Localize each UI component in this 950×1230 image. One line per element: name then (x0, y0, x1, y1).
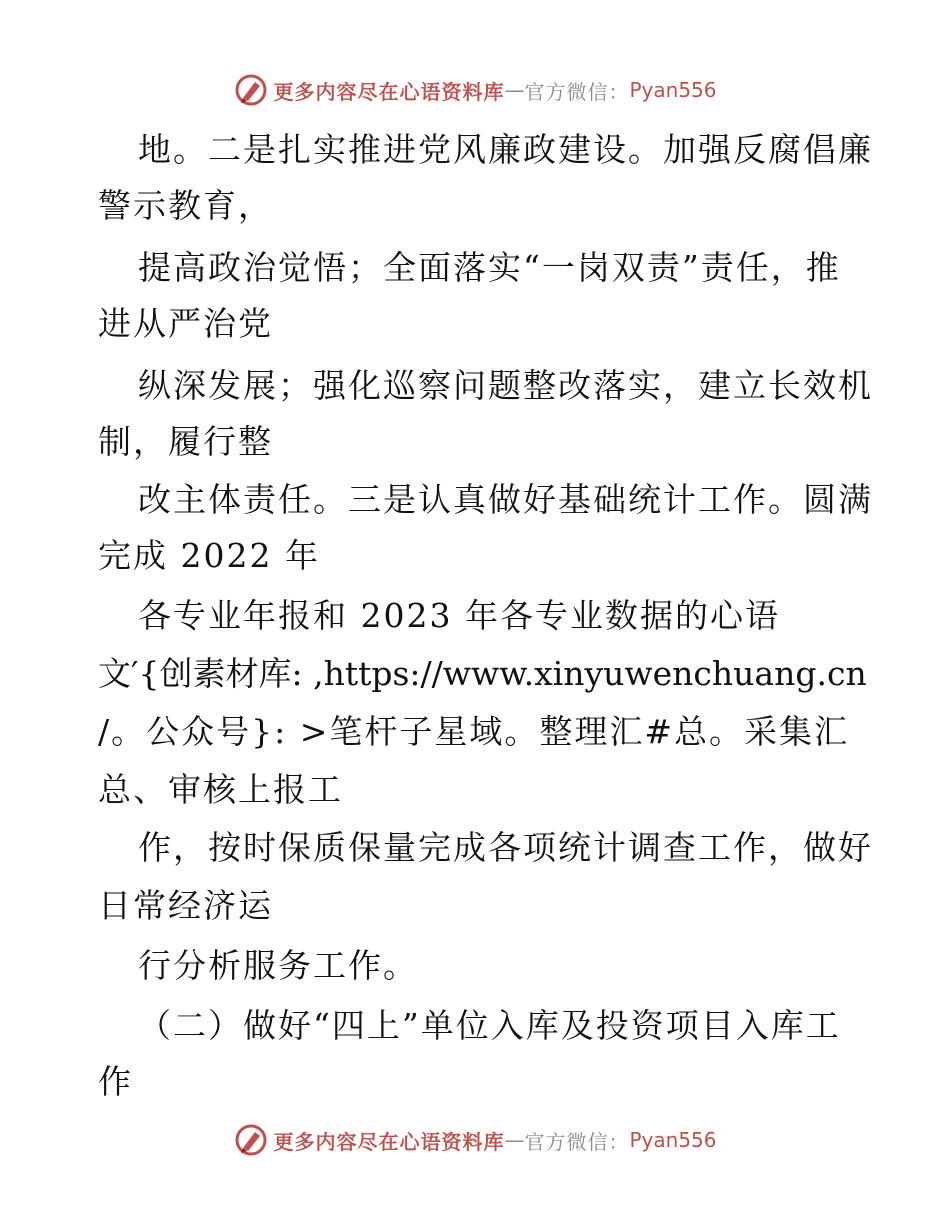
banner-site-name: 更多内容尽在心语资料库 (273, 79, 505, 104)
text-line: 制，履行整 (98, 422, 273, 461)
text-line: 改主体责任。三是认真做好基础统计工作。圆满 (138, 480, 873, 519)
banner-site-name: 更多内容尽在心语资料库 (273, 1129, 505, 1154)
text-line: 进从严治党 (98, 304, 273, 343)
text-line: 总、审核上报工 (98, 770, 343, 809)
header-banner (0, 70, 950, 110)
text-line: 作 (98, 1062, 133, 1101)
pen-logo-icon (233, 1122, 269, 1158)
text-line: 地。二是扎实推进党风廉政建设。加强反腐倡廉 (138, 130, 873, 169)
text-line: /。公众号}: >笔杆子星域。整理汇#总。采集汇 (98, 712, 850, 751)
text-line: 提高政治觉悟；全面落实“一岗双责”责任，推 (138, 248, 841, 287)
banner-dash: — (504, 78, 525, 102)
text-line: 日常经济运 (98, 886, 273, 925)
text-line: 行分析服务工作。 (138, 946, 418, 985)
banner-account-label: 官方微信： (524, 1129, 630, 1154)
text-line: 警示教育， (98, 186, 273, 225)
banner-wechat-id: Pyan556 (629, 1128, 717, 1152)
text-line: 文′{创素材库: ,https://www.xinyuwenchuang.cn (98, 654, 867, 693)
banner-account-label: 官方微信： (524, 79, 630, 104)
banner-wechat-id: Pyan556 (629, 78, 717, 102)
banner-dash: — (504, 1128, 525, 1152)
text-line: 各专业年报和 2023 年各专业数据的心语 (138, 596, 780, 635)
text-line: 作，按时保质保量完成各项统计调查工作，做好 (138, 828, 873, 867)
pen-logo-icon (233, 72, 269, 108)
text-line: 完成 2022 年 (98, 536, 320, 575)
text-line: （二）做好“四上”单位入库及投资项目入库工 (138, 1006, 841, 1045)
footer-banner (0, 1120, 950, 1160)
text-line: 纵深发展；强化巡察问题整改落实，建立长效机 (138, 366, 873, 405)
